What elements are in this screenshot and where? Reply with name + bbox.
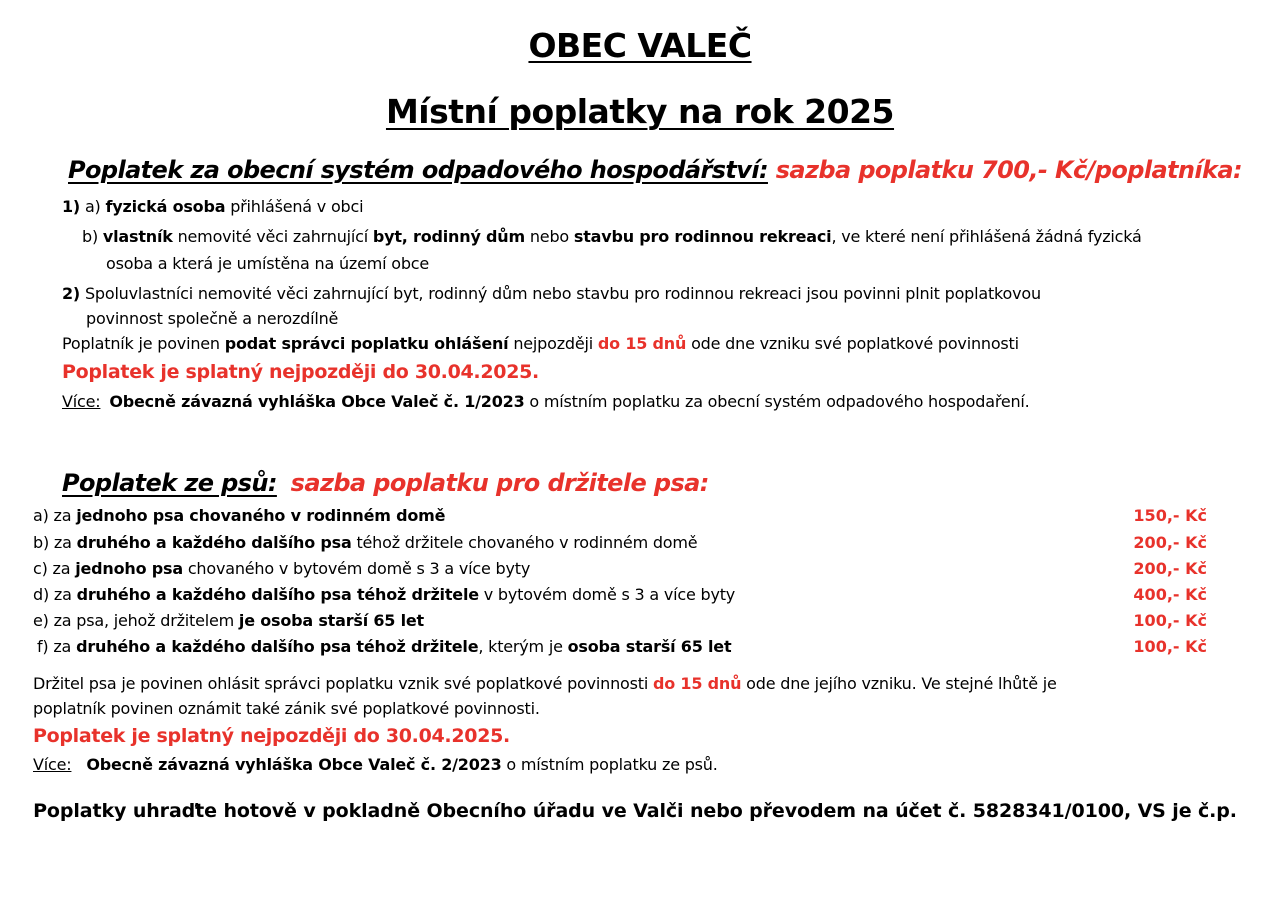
waste-section-heading <box>68 156 1242 184</box>
item-bold: byt, rodinný dům <box>372 227 525 246</box>
item-text: přihlášená v obci <box>230 197 364 216</box>
deadline-highlight: do 15 dnů <box>652 674 742 693</box>
more-label: Více: <box>62 392 101 411</box>
dogs-notice-continued: poplatník povinen oznámit také zánik své poplatkové povinnosti. <box>33 699 540 718</box>
dog-fee-row <box>33 506 445 525</box>
dog-fee-amount: 200,- Kč <box>1133 533 1207 552</box>
row-text: téhož držitele chovaného v rodinném domě <box>356 533 698 552</box>
item-number: 2) <box>62 284 81 303</box>
notice-text: Poplatník je povinen <box>62 334 220 353</box>
item-text: nebo <box>529 227 569 246</box>
dogs-notice <box>33 674 1057 693</box>
dogs-more-info <box>33 755 718 774</box>
row-text: v bytovém domě s 3 a více byty <box>483 585 736 604</box>
row-prefix: a) za <box>33 506 72 525</box>
item-bold: fyzická osoba <box>105 197 226 216</box>
notice-text: nejpozději <box>513 334 594 353</box>
regulation-text: o místním poplatku ze psů. <box>506 755 718 774</box>
regulation-reference: Obecně závazná vyhláška Obce Valeč č. 2/2023 <box>86 755 502 774</box>
more-label: Více: <box>33 755 72 774</box>
row-prefix: d) za <box>33 585 72 604</box>
waste-item-1b <box>82 227 1142 246</box>
item-text: , ve které není přihlášená žádná fyzická <box>831 227 1142 246</box>
dogs-rate: sazba poplatku pro držitele psa: <box>290 469 709 497</box>
page-subtitle <box>0 92 1280 131</box>
waste-heading-label: Poplatek za obecní systém odpadového hospodářství: <box>68 156 768 184</box>
row-bold: je osoba starší 65 let <box>238 611 424 630</box>
waste-rate: sazba poplatku 700,- Kč/poplatníka: <box>775 156 1242 184</box>
waste-item-2 <box>62 284 1041 303</box>
row-prefix: c) za <box>33 559 71 578</box>
waste-due-date: Poplatek je splatný nejpozději do 30.04.2025. <box>62 361 539 383</box>
notice-text: ode dne vzniku své poplatkové povinnosti <box>691 334 1019 353</box>
notice-text: ode dne jejího vzniku. Ve stejné lhůtě je <box>746 674 1057 693</box>
item-text: nemovité věci zahrnující <box>177 227 368 246</box>
dog-fee-amount: 100,- Kč <box>1133 637 1207 656</box>
row-text: , kterým je <box>478 637 563 656</box>
dog-fee-amount: 200,- Kč <box>1133 559 1207 578</box>
notice-text: Držitel psa je povinen ohlásit správci poplatku vznik své poplatkové povinnosti <box>33 674 649 693</box>
dog-fee-row <box>33 611 424 630</box>
item-text: Spoluvlastníci nemovité věci zahrnující byt, rodinný dům nebo stavbu pro rodinnou rekreaci jsou povinni plnit poplatkovou <box>84 284 1041 303</box>
dogs-heading-label: Poplatek ze psů: <box>62 469 277 497</box>
row-bold: osoba starší 65 let <box>567 637 732 656</box>
dog-fee-amount: 100,- Kč <box>1133 611 1207 630</box>
item-prefix: b) <box>82 227 98 246</box>
dog-fee-row <box>33 559 530 578</box>
dogs-due-date: Poplatek je splatný nejpozději do 30.04.2025. <box>33 725 510 747</box>
waste-item-1b-continued: osoba a která je umístěna na území obce <box>106 254 430 273</box>
regulation-reference: Obecně závazná vyhláška Obce Valeč č. 1/2023 <box>109 392 525 411</box>
deadline-highlight: do 15 dnů <box>597 334 687 353</box>
row-bold: druhého a každého dalšího psa téhož držitele <box>76 585 479 604</box>
dog-fee-row <box>37 637 731 656</box>
payment-instructions: Poplatky uhraďte hotově v pokladně Obecního úřadu ve Valči nebo převodem na účet č. 5828341/0100, VS je č.p. <box>33 800 1237 822</box>
waste-item-1a <box>62 197 363 216</box>
row-prefix: b) za <box>33 533 72 552</box>
notice-bold: podat správci poplatku ohlášení <box>224 334 509 353</box>
dogs-section-heading <box>62 469 709 497</box>
waste-more-info <box>62 392 1030 411</box>
subtitle-text: Místní poplatky na rok 2025 <box>385 92 895 131</box>
dog-fee-row <box>33 585 735 604</box>
row-prefix: e) za psa, jehož držitelem <box>33 611 235 630</box>
row-bold: jednoho psa <box>75 559 183 578</box>
page-title <box>0 26 1280 65</box>
item-prefix: a) <box>84 197 101 216</box>
dog-fee-amount: 150,- Kč <box>1133 506 1207 525</box>
dog-fee-amount: 400,- Kč <box>1133 585 1207 604</box>
waste-item-2-continued: povinnost společně a nerozdílně <box>86 309 339 328</box>
row-bold: druhého a každého dalšího psa <box>76 533 352 552</box>
row-text: chovaného v bytovém domě s 3 a více byty <box>187 559 531 578</box>
regulation-text: o místním poplatku za obecní systém odpadového hospodaření. <box>529 392 1030 411</box>
dog-fee-row <box>33 533 697 552</box>
municipality-name: OBEC VALEČ <box>528 26 752 65</box>
item-number: 1) <box>62 197 81 216</box>
row-prefix: f) za <box>37 637 72 656</box>
row-bold: jednoho psa chovaného v rodinném domě <box>76 506 446 525</box>
item-bold: vlastník <box>102 227 173 246</box>
row-bold: druhého a každého dalšího psa téhož držitele <box>76 637 479 656</box>
item-bold: stavbu pro rodinnou rekreaci <box>573 227 832 246</box>
waste-notice <box>62 334 1019 353</box>
